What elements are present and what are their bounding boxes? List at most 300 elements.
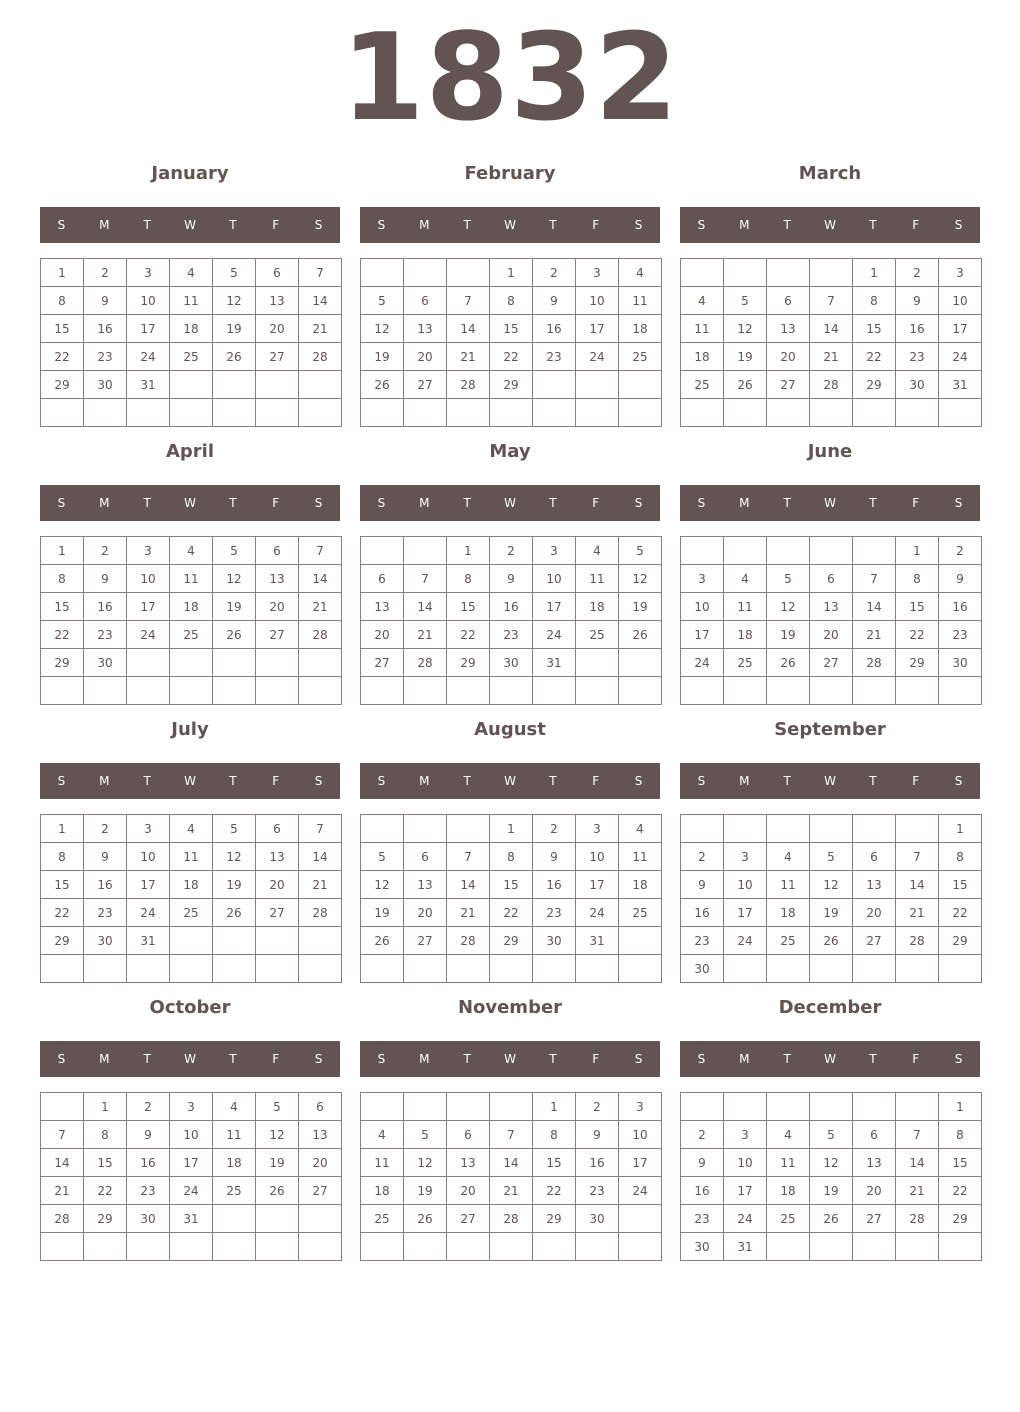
- empty-day-cell: [681, 259, 724, 287]
- empty-day-cell: [256, 677, 299, 705]
- day-cell: 7: [447, 843, 490, 871]
- day-cell: 12: [361, 315, 404, 343]
- day-cell: 30: [681, 1233, 724, 1261]
- day-cell: 27: [404, 371, 447, 399]
- day-cell: 20: [256, 871, 299, 899]
- day-cell: 13: [256, 565, 299, 593]
- weekday-label: F: [912, 496, 920, 510]
- day-cell: 6: [853, 843, 896, 871]
- day-cell: 6: [404, 843, 447, 871]
- day-cell: 16: [84, 315, 127, 343]
- day-cell: 12: [810, 871, 853, 899]
- day-cell: 25: [724, 649, 767, 677]
- day-cell: 25: [767, 927, 810, 955]
- weekday-label: T: [549, 1052, 557, 1066]
- day-cell: 11: [724, 593, 767, 621]
- day-cell: 3: [939, 259, 982, 287]
- day-cell: 7: [896, 1121, 939, 1149]
- day-cell: 20: [853, 1177, 896, 1205]
- empty-day-cell: [533, 955, 576, 983]
- day-cell: 28: [490, 1205, 533, 1233]
- week-row: [681, 287, 982, 315]
- empty-day-cell: [127, 1233, 170, 1261]
- empty-day-cell: [767, 1093, 810, 1121]
- day-cell: 19: [213, 315, 256, 343]
- day-cell: 26: [619, 621, 662, 649]
- month-name: July: [171, 719, 209, 740]
- day-cell: 1: [84, 1093, 127, 1121]
- week-row: [41, 1177, 342, 1205]
- weekday-label: S: [57, 496, 66, 510]
- day-cell: 25: [170, 621, 213, 649]
- year-title: 1832: [341, 9, 679, 148]
- day-cell: 15: [896, 593, 939, 621]
- empty-day-cell: [810, 259, 853, 287]
- empty-day-cell: [810, 677, 853, 705]
- empty-day-cell: [767, 259, 810, 287]
- day-cell: 4: [361, 1121, 404, 1149]
- day-cell: 23: [84, 343, 127, 371]
- week-row: [361, 565, 662, 593]
- week-row: [41, 955, 342, 983]
- day-cell: 29: [896, 649, 939, 677]
- day-cell: 27: [853, 1205, 896, 1233]
- day-cell: 25: [681, 371, 724, 399]
- day-cell: 22: [41, 343, 84, 371]
- empty-day-cell: [256, 399, 299, 427]
- day-cell: 27: [853, 927, 896, 955]
- day-cell: 15: [939, 1149, 982, 1177]
- day-cell: 9: [533, 843, 576, 871]
- day-cell: 15: [84, 1149, 127, 1177]
- day-cell: 14: [853, 593, 896, 621]
- week-row: [41, 1149, 342, 1177]
- week-row: [361, 871, 662, 899]
- empty-day-cell: [447, 815, 490, 843]
- week-row: [361, 315, 662, 343]
- empty-day-cell: [810, 537, 853, 565]
- weekday-label: S: [377, 774, 386, 788]
- day-cell: 24: [127, 899, 170, 927]
- empty-day-cell: [619, 955, 662, 983]
- day-cell: 12: [810, 1149, 853, 1177]
- day-grid: [360, 1092, 662, 1261]
- day-cell: 21: [299, 871, 342, 899]
- day-cell: 10: [170, 1121, 213, 1149]
- empty-day-cell: [681, 1093, 724, 1121]
- day-cell: 18: [767, 1177, 810, 1205]
- week-row: [681, 259, 982, 287]
- day-cell: 18: [576, 593, 619, 621]
- day-cell: 17: [127, 315, 170, 343]
- day-cell: 24: [576, 899, 619, 927]
- weekday-label: M: [739, 218, 750, 232]
- day-cell: 17: [619, 1149, 662, 1177]
- day-cell: 24: [724, 1205, 767, 1233]
- empty-day-cell: [41, 399, 84, 427]
- empty-day-cell: [853, 677, 896, 705]
- day-cell: 4: [213, 1093, 256, 1121]
- day-cell: 18: [619, 871, 662, 899]
- empty-day-cell: [127, 955, 170, 983]
- day-cell: 22: [41, 621, 84, 649]
- empty-day-cell: [213, 399, 256, 427]
- empty-day-cell: [84, 955, 127, 983]
- day-cell: 9: [84, 287, 127, 315]
- week-row: [681, 315, 982, 343]
- day-cell: 4: [724, 565, 767, 593]
- day-cell: 30: [84, 649, 127, 677]
- empty-day-cell: [576, 649, 619, 677]
- day-cell: 5: [810, 843, 853, 871]
- day-cell: 27: [404, 927, 447, 955]
- week-row: [681, 899, 982, 927]
- week-row: [361, 1149, 662, 1177]
- weekday-label: T: [229, 774, 237, 788]
- weekday-header: [40, 1041, 340, 1077]
- month-name: May: [489, 441, 531, 462]
- day-cell: 30: [896, 371, 939, 399]
- week-row: [361, 343, 662, 371]
- day-cell: 4: [767, 843, 810, 871]
- empty-day-cell: [533, 1233, 576, 1261]
- day-cell: 5: [256, 1093, 299, 1121]
- empty-day-cell: [896, 955, 939, 983]
- day-cell: 19: [213, 593, 256, 621]
- weekday-label: M: [419, 1052, 430, 1066]
- day-cell: 23: [84, 621, 127, 649]
- day-cell: 29: [490, 371, 533, 399]
- weekday-label: M: [419, 496, 430, 510]
- day-cell: 3: [619, 1093, 662, 1121]
- empty-day-cell: [896, 815, 939, 843]
- day-cell: 17: [576, 315, 619, 343]
- empty-day-cell: [404, 1093, 447, 1121]
- day-cell: 18: [170, 871, 213, 899]
- empty-day-cell: [576, 677, 619, 705]
- day-cell: 31: [170, 1205, 213, 1233]
- day-cell: 29: [490, 927, 533, 955]
- weekday-label: F: [912, 774, 920, 788]
- day-cell: 2: [896, 259, 939, 287]
- day-cell: 16: [533, 871, 576, 899]
- empty-day-cell: [256, 927, 299, 955]
- empty-day-cell: [853, 1233, 896, 1261]
- weekday-label: T: [783, 774, 791, 788]
- day-cell: 24: [533, 621, 576, 649]
- empty-day-cell: [127, 399, 170, 427]
- weekday-label: S: [697, 774, 706, 788]
- week-row: [361, 593, 662, 621]
- day-cell: 8: [490, 843, 533, 871]
- weekday-label: W: [504, 1052, 516, 1066]
- weekday-label: T: [463, 496, 471, 510]
- empty-day-cell: [299, 1205, 342, 1233]
- day-cell: 19: [767, 621, 810, 649]
- day-cell: 25: [767, 1205, 810, 1233]
- day-cell: 13: [853, 871, 896, 899]
- day-cell: 30: [533, 927, 576, 955]
- week-row: [361, 621, 662, 649]
- weekday-label: S: [57, 218, 66, 232]
- weekday-header: [360, 207, 660, 243]
- week-row: [41, 1205, 342, 1233]
- day-cell: 16: [681, 1177, 724, 1205]
- week-row: [361, 371, 662, 399]
- day-cell: 2: [533, 259, 576, 287]
- day-cell: 2: [576, 1093, 619, 1121]
- empty-day-cell: [256, 1233, 299, 1261]
- day-cell: 23: [939, 621, 982, 649]
- day-cell: 8: [41, 565, 84, 593]
- day-cell: 25: [213, 1177, 256, 1205]
- week-row: [41, 927, 342, 955]
- day-cell: 22: [533, 1177, 576, 1205]
- empty-day-cell: [170, 371, 213, 399]
- day-cell: 7: [447, 287, 490, 315]
- empty-day-cell: [939, 1233, 982, 1261]
- day-cell: 12: [213, 843, 256, 871]
- day-cell: 27: [256, 899, 299, 927]
- day-cell: 27: [447, 1205, 490, 1233]
- empty-day-cell: [724, 399, 767, 427]
- empty-day-cell: [170, 649, 213, 677]
- day-cell: 11: [170, 843, 213, 871]
- empty-day-cell: [299, 371, 342, 399]
- week-row: [681, 565, 982, 593]
- day-cell: 27: [256, 621, 299, 649]
- empty-day-cell: [127, 649, 170, 677]
- day-cell: 10: [533, 565, 576, 593]
- day-cell: 26: [404, 1205, 447, 1233]
- weekday-label: T: [143, 496, 151, 510]
- day-cell: 14: [299, 843, 342, 871]
- day-cell: 29: [447, 649, 490, 677]
- day-cell: 19: [361, 899, 404, 927]
- day-cell: 9: [681, 871, 724, 899]
- empty-day-cell: [767, 815, 810, 843]
- day-cell: 22: [490, 899, 533, 927]
- empty-day-cell: [361, 677, 404, 705]
- day-grid: [680, 536, 982, 705]
- day-cell: 13: [404, 871, 447, 899]
- weekday-label: M: [99, 1052, 110, 1066]
- day-cell: 4: [619, 815, 662, 843]
- empty-day-cell: [41, 677, 84, 705]
- day-grid: [40, 814, 342, 983]
- empty-day-cell: [576, 399, 619, 427]
- weekday-label: T: [869, 1052, 877, 1066]
- day-cell: 6: [767, 287, 810, 315]
- empty-day-cell: [681, 537, 724, 565]
- day-cell: 24: [724, 927, 767, 955]
- day-cell: 8: [853, 287, 896, 315]
- day-cell: 14: [810, 315, 853, 343]
- day-cell: 12: [213, 565, 256, 593]
- weekday-label: T: [549, 774, 557, 788]
- weekday-label: F: [592, 1052, 600, 1066]
- day-cell: 29: [41, 927, 84, 955]
- empty-day-cell: [447, 1233, 490, 1261]
- day-cell: 16: [84, 871, 127, 899]
- day-cell: 16: [127, 1149, 170, 1177]
- weekday-label: S: [314, 496, 323, 510]
- day-cell: 3: [127, 259, 170, 287]
- day-cell: 17: [724, 1177, 767, 1205]
- empty-day-cell: [896, 1233, 939, 1261]
- empty-day-cell: [724, 815, 767, 843]
- empty-day-cell: [41, 955, 84, 983]
- weekday-label: S: [634, 496, 643, 510]
- day-cell: 23: [533, 899, 576, 927]
- month-name: April: [165, 441, 215, 462]
- day-cell: 27: [299, 1177, 342, 1205]
- day-cell: 11: [576, 565, 619, 593]
- day-cell: 22: [939, 1177, 982, 1205]
- day-grid: [40, 536, 342, 705]
- week-row: [681, 1177, 982, 1205]
- day-cell: 27: [256, 343, 299, 371]
- day-cell: 6: [256, 537, 299, 565]
- week-row: [361, 955, 662, 983]
- week-row: [41, 621, 342, 649]
- empty-day-cell: [810, 399, 853, 427]
- weekday-label: M: [739, 1052, 750, 1066]
- day-cell: 14: [41, 1149, 84, 1177]
- day-cell: 31: [939, 371, 982, 399]
- day-cell: 3: [576, 815, 619, 843]
- week-row: [41, 315, 342, 343]
- month-name: February: [464, 163, 556, 184]
- empty-day-cell: [490, 955, 533, 983]
- day-cell: 26: [213, 621, 256, 649]
- empty-day-cell: [490, 1233, 533, 1261]
- week-row: [41, 565, 342, 593]
- weekday-header: [680, 485, 980, 521]
- day-grid: [680, 1092, 982, 1261]
- week-row: [681, 1205, 982, 1233]
- day-cell: 18: [619, 315, 662, 343]
- day-cell: 6: [256, 259, 299, 287]
- day-cell: 23: [490, 621, 533, 649]
- day-cell: 8: [447, 565, 490, 593]
- weekday-header: [40, 485, 340, 521]
- week-row: [41, 815, 342, 843]
- month-name: March: [798, 163, 862, 184]
- week-row: [41, 287, 342, 315]
- week-row: [681, 1233, 982, 1261]
- empty-day-cell: [404, 815, 447, 843]
- day-cell: 22: [939, 899, 982, 927]
- day-cell: 29: [41, 649, 84, 677]
- day-cell: 12: [767, 593, 810, 621]
- day-cell: 1: [939, 1093, 982, 1121]
- empty-day-cell: [299, 927, 342, 955]
- day-cell: 14: [896, 1149, 939, 1177]
- day-cell: 8: [41, 287, 84, 315]
- empty-day-cell: [939, 677, 982, 705]
- weekday-label: T: [869, 774, 877, 788]
- day-cell: 16: [939, 593, 982, 621]
- empty-day-cell: [361, 399, 404, 427]
- day-cell: 9: [576, 1121, 619, 1149]
- weekday-label: S: [314, 218, 323, 232]
- day-cell: 2: [84, 815, 127, 843]
- week-row: [361, 815, 662, 843]
- weekday-label: S: [314, 774, 323, 788]
- day-cell: 10: [619, 1121, 662, 1149]
- day-cell: 19: [619, 593, 662, 621]
- day-cell: 19: [213, 871, 256, 899]
- day-cell: 11: [170, 287, 213, 315]
- empty-day-cell: [724, 677, 767, 705]
- empty-day-cell: [84, 399, 127, 427]
- day-cell: 21: [810, 343, 853, 371]
- day-cell: 16: [681, 899, 724, 927]
- day-cell: 3: [127, 815, 170, 843]
- weekday-label: S: [57, 774, 66, 788]
- empty-day-cell: [619, 649, 662, 677]
- empty-day-cell: [853, 815, 896, 843]
- day-cell: 8: [533, 1121, 576, 1149]
- day-cell: 16: [533, 315, 576, 343]
- week-row: [41, 871, 342, 899]
- empty-day-cell: [619, 1233, 662, 1261]
- week-row: [681, 371, 982, 399]
- day-cell: 16: [490, 593, 533, 621]
- day-cell: 22: [490, 343, 533, 371]
- day-cell: 15: [41, 593, 84, 621]
- day-cell: 1: [490, 815, 533, 843]
- empty-day-cell: [533, 399, 576, 427]
- day-cell: 20: [256, 315, 299, 343]
- day-cell: 26: [213, 899, 256, 927]
- weekday-label: W: [184, 218, 196, 232]
- weekday-label: T: [229, 496, 237, 510]
- empty-day-cell: [576, 371, 619, 399]
- empty-day-cell: [724, 537, 767, 565]
- day-cell: 12: [724, 315, 767, 343]
- day-cell: 10: [724, 1149, 767, 1177]
- day-cell: 18: [767, 899, 810, 927]
- empty-day-cell: [404, 259, 447, 287]
- day-cell: 10: [681, 593, 724, 621]
- day-cell: 5: [810, 1121, 853, 1149]
- weekday-label: F: [272, 774, 280, 788]
- day-cell: 6: [404, 287, 447, 315]
- day-cell: 23: [681, 1205, 724, 1233]
- day-cell: 24: [681, 649, 724, 677]
- day-cell: 29: [41, 371, 84, 399]
- week-row: [41, 343, 342, 371]
- day-cell: 19: [810, 899, 853, 927]
- day-cell: 5: [213, 537, 256, 565]
- empty-day-cell: [810, 815, 853, 843]
- day-cell: 23: [127, 1177, 170, 1205]
- day-cell: 13: [361, 593, 404, 621]
- day-cell: 2: [490, 537, 533, 565]
- week-row: [681, 815, 982, 843]
- empty-day-cell: [84, 677, 127, 705]
- empty-day-cell: [681, 815, 724, 843]
- day-cell: 10: [576, 843, 619, 871]
- empty-day-cell: [767, 537, 810, 565]
- day-cell: 25: [170, 343, 213, 371]
- day-cell: 13: [404, 315, 447, 343]
- day-cell: 29: [533, 1205, 576, 1233]
- day-cell: 13: [853, 1149, 896, 1177]
- empty-day-cell: [576, 955, 619, 983]
